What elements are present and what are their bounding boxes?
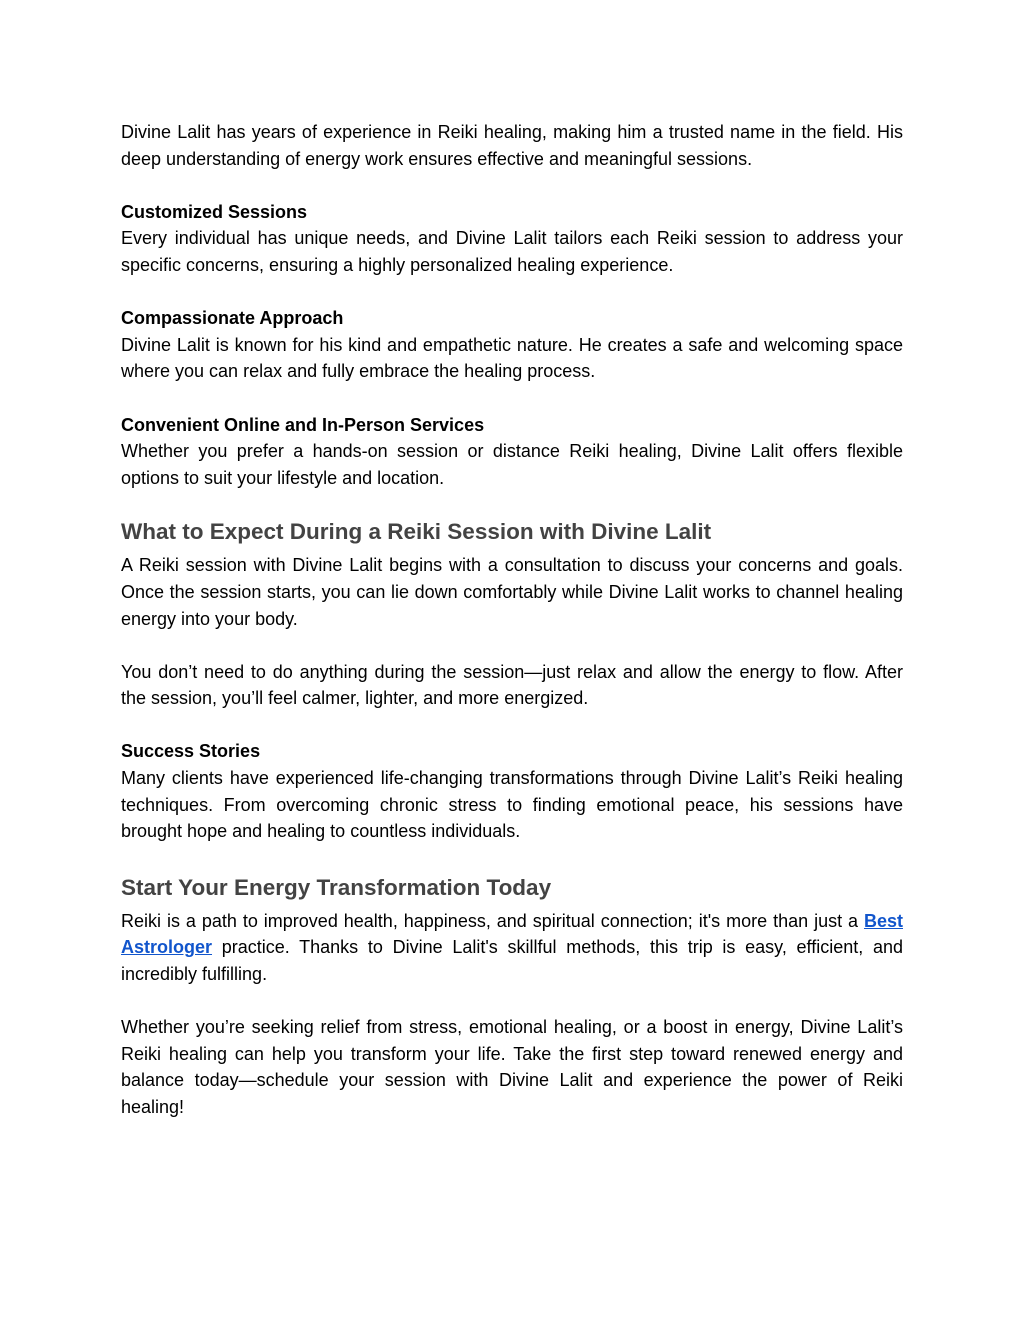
compassionate-approach-heading: Compassionate Approach	[121, 308, 344, 329]
success-stories-heading: Success Stories	[121, 741, 261, 762]
what-to-expect-paragraph-1: A Reiki session with Divine Lalit begins with a consultation to discuss your concerns and goals. Once the session starts, you can lie down comfortably while Divine Lalit works to channel healing energy into your body.	[121, 555, 903, 629]
intro-paragraph: Divine Lalit has years of experience in Reiki healing, making him a trusted name in the field. His deep understanding of energy work ensures effective and meaningful sessions.	[121, 122, 903, 169]
customized-sessions-body: Every individual has unique needs, and Divine Lalit tailors each Reiki session to address your specific concerns, ensuring a highly personalized healing experience.	[121, 228, 903, 275]
paragraph-text-before-link: Reiki is a path to improved health, happiness, and spiritual connection; it's more than just a	[121, 910, 864, 931]
start-transformation-paragraph-2: Whether you’re seeking relief from stress, emotional healing, or a boost in energy, Divine Lalit’s Reiki healing can help you transform your life. Take the first step toward renewed energy and balance today—schedule your session with Divine Lalit and experience the power of Reiki healing!	[121, 1017, 903, 1117]
compassionate-approach-body: Divine Lalit is known for his kind and empathetic nature. He creates a safe and welcoming space where you can relax and fully embrace the healing process.	[121, 334, 903, 382]
convenient-services-body: Whether you prefer a hands-on session or distance Reiki healing, Divine Lalit offers flexible options to suit your lifestyle and location.	[121, 441, 903, 488]
customized-sessions-heading: Customized Sessions	[121, 201, 308, 222]
convenient-services-heading: Convenient Online and In-Person Services	[121, 414, 485, 435]
document-page	[121, 119, 903, 1121]
start-transformation-paragraph-1	[121, 908, 903, 988]
success-stories-body: Many clients have experienced life-changing transformations through Divine Lalit’s Reiki healing techniques. From overcoming chronic stress to finding emotional peace, his sessions have brought hope and healing to countless individuals.	[121, 768, 903, 842]
what-to-expect-heading: What to Expect During a Reiki Session with Divine Lalit	[121, 519, 712, 545]
start-transformation-heading: Start Your Energy Transformation Today	[121, 874, 552, 900]
best-astrologer-link[interactable]: Best Astrologer	[121, 910, 903, 958]
paragraph-text-after-link: practice. Thanks to Divine Lalit's skillful methods, this trip is easy, efficient, and incredibly fulfilling.	[121, 937, 903, 985]
what-to-expect-paragraph-2: You don’t need to do anything during the session—just relax and allow the energy to flow. After the session, you’ll feel calmer, lighter, and more energized.	[121, 661, 903, 709]
